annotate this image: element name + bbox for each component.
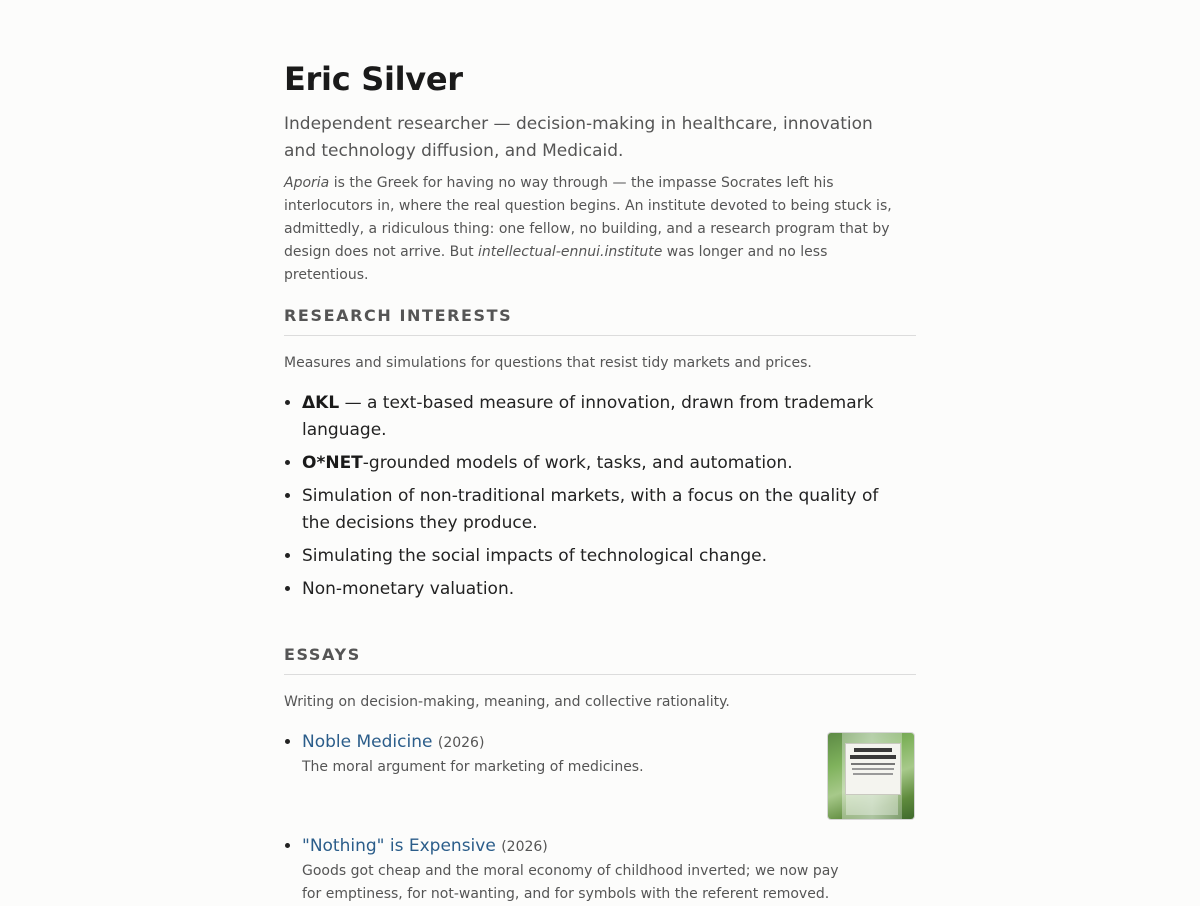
list-item-text: -grounded models of work, tasks, and automation.	[362, 453, 793, 473]
list-item	[302, 483, 902, 537]
bottle-label	[845, 743, 901, 795]
intro-text-1: is the Greek for having no way through — the impasse Socrates left his interlocutors in, where the real question begins. An institute devoted to being stuck is, admittedly, a ridiculous thing: one fellow, no building, and a research program that by design does not arrive. But	[284, 175, 892, 260]
intro-text-2: was longer and no less pretentious.	[284, 244, 828, 283]
research-section-description: Measures and simulations for questions that resist tidy markets and prices.	[284, 355, 812, 371]
list-item-bold: O*NET	[302, 453, 363, 473]
essays-section-description: Writing on decision-making, meaning, and collective rationality.	[284, 694, 730, 710]
bottle-glass	[846, 795, 898, 815]
list-item	[302, 576, 902, 603]
essay-summary: The moral argument for marketing of medicines.	[302, 759, 644, 775]
intro-term: Aporia	[284, 175, 330, 191]
essay-link-noble-medicine[interactable]: Noble Medicine	[302, 732, 433, 752]
list-item-text: Simulation of non-traditional markets, with a focus on the quality of the decisions they produce.	[302, 486, 879, 533]
research-section-title: RESEARCH INTERESTS	[284, 306, 916, 336]
list-item-text: Simulating the social impacts of technological change.	[302, 546, 767, 566]
essay-item	[302, 730, 934, 834]
research-interests-list	[284, 390, 902, 609]
essays-section-title: ESSAYS	[284, 645, 916, 675]
placebo-bottle-thumbnail[interactable]	[828, 733, 914, 819]
essay-year: (2026)	[501, 839, 548, 855]
essays-list	[284, 730, 934, 906]
list-item-text: — a text-based measure of innovation, drawn from trademark language.	[302, 393, 874, 440]
page-title: Eric Silver	[284, 60, 463, 98]
list-item-bold: ΔKL	[302, 393, 340, 413]
list-item	[302, 543, 902, 570]
essay-year: (2026)	[437, 735, 485, 751]
tagline: Independent researcher — decision-making in healthcare, innovation and technology diffusion, and Medicaid.	[284, 114, 873, 161]
list-item	[302, 450, 902, 477]
essay-item	[302, 834, 934, 906]
essay-summary: Goods got cheap and the moral economy of childhood inverted; we now pay for emptiness, for not-wanting, and for symbols with the referent removed.	[302, 863, 839, 902]
list-item	[302, 390, 902, 444]
list-item-text: Non-monetary valuation.	[302, 579, 515, 599]
essay-link-nothing-is-expensive[interactable]: "Nothing" is Expensive	[302, 836, 496, 856]
intro-alt-name: intellectual-ennui.institute	[478, 244, 663, 260]
intro-paragraph	[284, 172, 914, 287]
